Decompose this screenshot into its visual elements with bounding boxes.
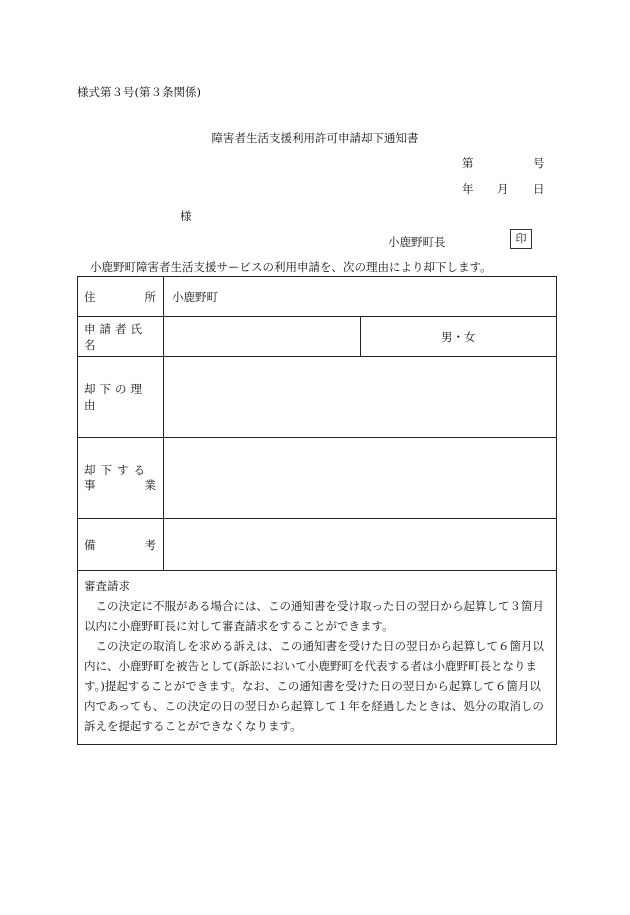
- service-label-line1: 却下する: [84, 463, 150, 477]
- row-reason: [78, 357, 557, 438]
- reason-label: 却下の理由: [78, 357, 164, 438]
- address-label-2: 所: [144, 289, 156, 304]
- review-paragraph-2: この決定の取消しを求める訴えは、この通知書を受けた日の翌日から起算して６箇月以内に、小鹿野町を被告として(訴訟において小鹿野町を代表する者は小鹿野町長となります。)提起することができます。なお、この通知書を受けた日の翌日から起算して６箇月以内であっても、この決定の日の翌日から起算して１年を経過したときは、処分の取消しの訴えを提起することができなくなります。: [84, 639, 544, 733]
- review-heading: 審査請求: [84, 579, 130, 593]
- row-remarks: [78, 519, 557, 571]
- intro-text: 小鹿野町障害者生活支援サービスの利用申請を、次の理由により却下します。: [90, 260, 492, 274]
- date-day: 日: [533, 182, 545, 196]
- service-label: [78, 438, 164, 519]
- remarks-label-1: 備: [84, 537, 96, 552]
- address-label-1: 住: [84, 289, 96, 304]
- remarks-field[interactable]: [164, 519, 557, 571]
- notice-form-table: [77, 276, 557, 745]
- reason-field[interactable]: [164, 357, 557, 438]
- form-number: 様式第３号(第３条関係): [77, 85, 201, 99]
- remarks-label: [78, 519, 164, 571]
- remarks-label-2: 考: [144, 537, 156, 552]
- date-month: 月: [497, 182, 509, 196]
- row-service: [78, 438, 557, 519]
- addressee-suffix: 様: [180, 209, 192, 223]
- issuer-name: 小鹿野町長: [388, 235, 446, 249]
- service-label-line2-b: 業: [144, 478, 156, 492]
- sex-options[interactable]: 男・女: [360, 317, 557, 357]
- row-applicant: [78, 317, 557, 357]
- applicant-label: 申請者氏名: [78, 317, 164, 357]
- review-section: [78, 571, 557, 745]
- document-title: 障害者生活支援利用許可申請却下通知書: [211, 131, 419, 145]
- address-label: [78, 277, 164, 317]
- number-suffix: 号: [533, 156, 545, 170]
- service-label-line2-a: 事: [84, 478, 96, 492]
- number-prefix: 第: [462, 156, 474, 170]
- seal-mark: 印: [510, 229, 532, 249]
- date-year: 年: [462, 182, 474, 196]
- row-review: [78, 571, 557, 745]
- service-field[interactable]: [164, 438, 557, 519]
- row-address: [78, 277, 557, 317]
- applicant-name-field[interactable]: [164, 317, 361, 357]
- review-paragraph-1: この決定に不服がある場合には、この通知書を受け取った日の翌日から起算して３箇月以内に小鹿野町長に対して審査請求をすることができます。: [84, 599, 544, 633]
- address-value[interactable]: 小鹿野町: [164, 277, 557, 317]
